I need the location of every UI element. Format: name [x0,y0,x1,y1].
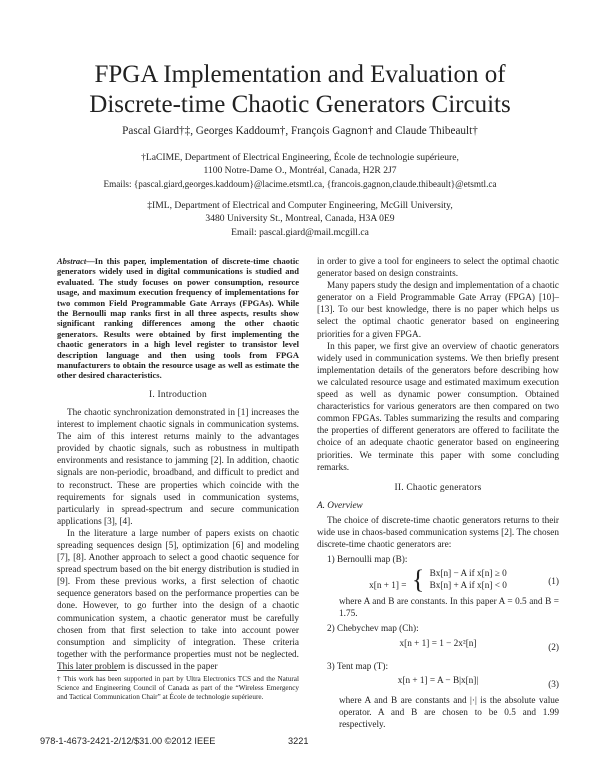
section-2-heading: II. Chaotic generators [394,482,482,493]
equation-2-body: x[n + 1] = 1 − 2x²[n] [399,638,477,649]
intro-paragraph-2: In the literature a large number of papers exists on chaotic spreading sequences design [5], optimization [6] and modeling [7], [8]. Another approach to select a good chaotic sequence for spread spectrum based on the bit energy distribution is studied in [9]. From these previous works, a first selection of chaotic sequence generators based on the performance properties can be done. However, to go further into the design of a chaotic communication system, a chaotic generator must be carefully chosen from that first selection to take into account power consumption and simplicity of integration. These criteria together with the performance properties must not be neglected. This later problem is discussed in the paper [57,528,299,672]
equation-1 [317,565,559,596]
equation-3-body: x[n + 1] = A − B|x[n]| [397,675,479,686]
page-number: 3221 [288,736,309,746]
tent-description: where A and B are constants and |·| is the absolute value operator. A and B are chosen to be 0.5 and 1.99 respectively. [339,695,559,730]
equation-1-case-2: Bx[n] + A if x[n] < 0 [429,581,507,592]
abstract-text: —In this paper, implementation of discrete-time chaotic generators widely used in digital communications is studied and evaluated. The study focuses on power consumption, resource usage, and maximum execution frequency of implementations for two common Field Programmable Gate Arrays (FPGAs). While the Bernoulli map ranks first in all three aspects, results show significant ranking differences among the other chaotic generators. Results were obtained by first implementing the chaotic generators in a high level register to transistor level description language and then using tools from FPGA manufacturers to obtain the resource usage as well as estimate the other desired characteristics. [57,256,299,381]
author-list: Pascal Giard†‡, Georges Kaddoum†, François Gagnon† and Claude Thibeault† [122,125,478,137]
left-column [57,256,299,673]
list-item-bernoulli: 1) Bernoulli map (B): [327,555,408,566]
right-paragraph-3: In this paper, we first give an overview of chaotic generators widely used in communication systems. We then briefly present implementation details of the generators before describing how we calculated resource usage and estimated maximum execution speed as well as dynamic power consumption. Obtained characteristics for various generators are then compared on two common FPGAs. Tables summarizing the results and comparing the properties of different generators are offered to facilitate the choice of an adequate chaotic generator based on engineering priorities. We terminate this paper with some concluding remarks. [317,341,559,473]
equation-3 [317,675,559,695]
title-line-2: Discrete-time Chaotic Generators Circuits [89,91,511,118]
right-paragraph-2: Many papers study the design and implementation of a chaotic generator on a Field Programmable Gate Array (FPGA) [10]–[13]. To our best knowledge, there is no paper which helps us select the optimal chaotic generator based on engineering priorities for a given FPGA. [317,281,559,340]
list-item-chebychev: 2) Chebychev map (Ch): [327,624,419,635]
footnote-rule [57,670,117,671]
affiliation-2-line-1: ‡IML, Department of Electrical and Computer Engineering, McGill University, [147,200,453,211]
footnote: † This work has been supported in part by Ultra Electronics TCS and the Natural Science and Engineering Council of Canada as part of the “Wireless Emergency and Tactical Communication Chair” at École de technologie supérieure. [57,675,299,701]
equation-1-lhs: x[n + 1] = [369,581,407,592]
equation-1-number: (1) [548,577,559,588]
abstract [57,256,299,381]
list-item-tent: 3) Tent map (T): [327,661,389,672]
equation-3-number: (3) [548,679,559,690]
affiliation-2 [40,199,560,239]
affiliation-1-emails: Emails: {pascal.giard,georges.kaddoum}@lacime.etsmtl.ca, {francois.gagnon,claude.thibeault}@etsmtl.ca [103,178,497,189]
affiliation-1-line-1: †LaCIME, Department of Electrical Engineering, École de technologie supérieure, [141,152,459,163]
affiliation-2-email: Email: pascal.giard@mail.mcgill.ca [231,226,369,238]
right-paragraph-1: in order to give a tool for engineers to select the optimal chaotic generator based on design constraints. [317,257,559,280]
abstract-label: Abstract [57,256,87,266]
copyright-footer: 978-1-4673-2421-2/12/$31.00 ©2012 IEEE [40,736,216,746]
intro-paragraph-1: The chaotic synchronization demonstrated in [1] increases the interest to implement chaotic signals in communication systems. The aim of this interest returns mainly to the advantages provided by chaotic signals, such as robustness in multipath environments and resistance to jamming [2]. In addition, chaotic signals are non-periodic, broadband, and difficult to predict and to reconstruct. These are properties which coincide with the requirements for signals used in communication systems, particularly in spread-spectrum and secure communication applications [3], [4]. [57,407,299,527]
affiliation-2-line-2: 3480 University St., Montreal, Canada, H3A 0E9 [205,213,395,225]
right-column [317,256,559,731]
affiliation-1-line-2: 1100 Notre-Dame O., Montréal, Canada, H2R 2J7 [203,165,397,177]
overview-paragraph: The choice of discrete-time chaotic generators returns to their wide use in chaos-based communication systems [2]. The chosen discrete-time chaotic generators are: [317,515,559,551]
equation-1-brace: { [411,565,425,595]
equation-1-case-1: Bx[n] − A if x[n] ≥ 0 [429,569,507,580]
title-line-1: FPGA Implementation and Evaluation of [94,61,506,88]
equation-2 [317,638,559,658]
subsection-a-heading: A. Overview [317,500,363,511]
paper-title [40,60,560,120]
bernoulli-description: where A and B are constants. In this paper A = 0.5 and B = 1.75. [339,597,559,620]
equation-2-number: (2) [548,642,559,653]
section-1-heading: I. Introduction [149,389,207,400]
affiliation-1 [40,151,560,191]
